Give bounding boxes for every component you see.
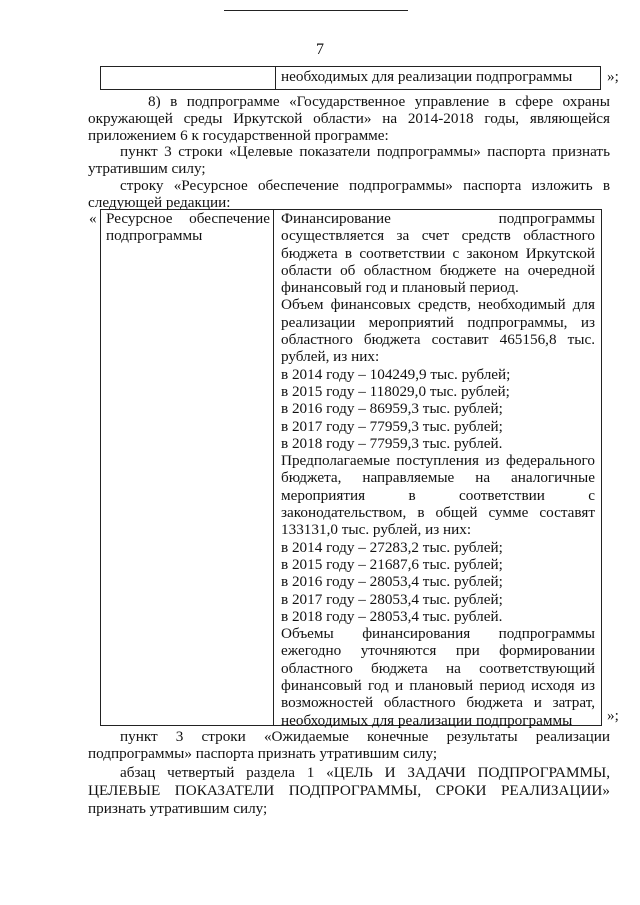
right-cell-line: финансовый год и плановый период исходя из (281, 677, 595, 695)
punkt3-results-line-1: пункт 3 строки «Ожидаемые конечные результаты реализации (120, 728, 610, 745)
prev-table-right-cell (275, 66, 601, 90)
right-cell-line: в 2017 году – 28053,4 тыс. рублей; (281, 590, 503, 608)
top-divider-line (224, 10, 408, 11)
closing-quote-top: »; (607, 68, 619, 85)
abzac-line-1: абзац четвертый раздела 1 «ЦЕЛЬ И ЗАДАЧИ ПОДПРОГРАММЫ, (120, 764, 610, 781)
abzac-line-3: признать утратившим силу; (88, 800, 268, 817)
right-cell-line: Предполагаемые поступления из федерального (281, 452, 595, 470)
right-cell-line: ежегодно уточняются при формировании (281, 642, 595, 660)
right-cell-line: законодательством, в общей сумме составят (281, 504, 595, 522)
right-cell-line: необходимых для реализации подпрограммы (281, 711, 573, 729)
right-cell-line: бюджета в соответствии с законом Иркутской (281, 244, 595, 262)
item8-line-1: 8) в подпрограмме «Государственное управление в сфере охраны (148, 93, 610, 110)
abzac-line-2: ЦЕЛЕВЫЕ ПОКАЗАТЕЛИ ПОДПРОГРАММЫ, СРОКИ РЕАЛИЗАЦИИ» (88, 782, 610, 799)
left-cell-line-1: Ресурсное обеспечение (106, 210, 270, 227)
punkt3-targets-line-1: пункт 3 строки «Целевые показатели подпрограммы» паспорта признать (120, 143, 610, 160)
stroku-line-1: строку «Ресурсное обеспечение подпрограммы» паспорта изложить в (120, 177, 610, 194)
right-cell-line: в 2016 году – 28053,4 тыс. рублей; (281, 573, 503, 591)
table-column-divider (273, 210, 274, 725)
item8-line-2: окружающей среды Иркутской области» на 2014-2018 годы, являющейся (88, 110, 610, 127)
right-cell-line: в 2017 году – 77959,3 тыс. рублей; (281, 417, 503, 435)
right-cell-line: осуществляется за счет средств областного (281, 227, 595, 245)
right-cell-line: областного бюджета на соответствующий (281, 659, 595, 677)
right-cell-line: в 2018 году – 28053,4 тыс. рублей. (281, 607, 503, 625)
opening-quote: « (89, 210, 97, 227)
right-cell-line: в 2014 году – 27283,2 тыс. рублей; (281, 538, 503, 556)
right-cell-line: области об областном бюджете на очередной (281, 261, 595, 279)
right-cell-line: Объемы финансирования подпрограммы (281, 625, 595, 643)
page-number: 7 (316, 41, 324, 58)
punkt3-results-line-2: подпрограммы» паспорта признать утратившим силу; (88, 745, 438, 762)
left-cell-line-2: подпрограммы (106, 227, 203, 245)
stroku-line-2: следующей редакции: (88, 194, 231, 211)
right-cell-line: в 2014 году – 104249,9 тыс. рублей; (281, 365, 511, 383)
right-cell-line: в 2016 году – 86959,3 тыс. рублей; (281, 400, 503, 418)
closing-quote-table: »; (607, 707, 619, 724)
right-cell-line: 133131,0 тыс. рублей, из них: (281, 521, 472, 539)
right-cell-line: Финансирование подпрограммы (281, 210, 595, 227)
item8-line-3: приложением 6 к государственной программе: (88, 127, 389, 144)
right-cell-line: областного бюджета составит 465156,8 тыс. (281, 331, 595, 349)
right-cell-line: возможностей областного бюджета и затрат, (281, 694, 595, 712)
prev-table-text: необходимых для реализации подпрограммы (281, 68, 573, 85)
right-cell-line: рублей, из них: (281, 348, 380, 366)
right-cell-line: в 2015 году – 21687,6 тыс. рублей; (281, 555, 503, 573)
right-cell-line: в 2018 году – 77959,3 тыс. рублей. (281, 434, 503, 452)
resource-table-left-cell (106, 210, 270, 245)
prev-table-left-cell (100, 66, 276, 90)
right-cell-line: мероприятия в соответствии с (281, 486, 595, 504)
right-cell-line: бюджета, направляемые на аналогичные (281, 469, 595, 487)
right-cell-line: финансовый год и плановый период. (281, 279, 519, 297)
right-cell-line: Объем финансовых средств, необходимый для (281, 296, 595, 314)
resource-table-right-cell (281, 210, 595, 729)
right-cell-line: реализации мероприятий подпрограммы, из (281, 313, 595, 331)
right-cell-line: в 2015 году – 118029,0 тыс. рублей; (281, 382, 510, 400)
punkt3-targets-line-2: утратившим силу; (88, 160, 206, 177)
